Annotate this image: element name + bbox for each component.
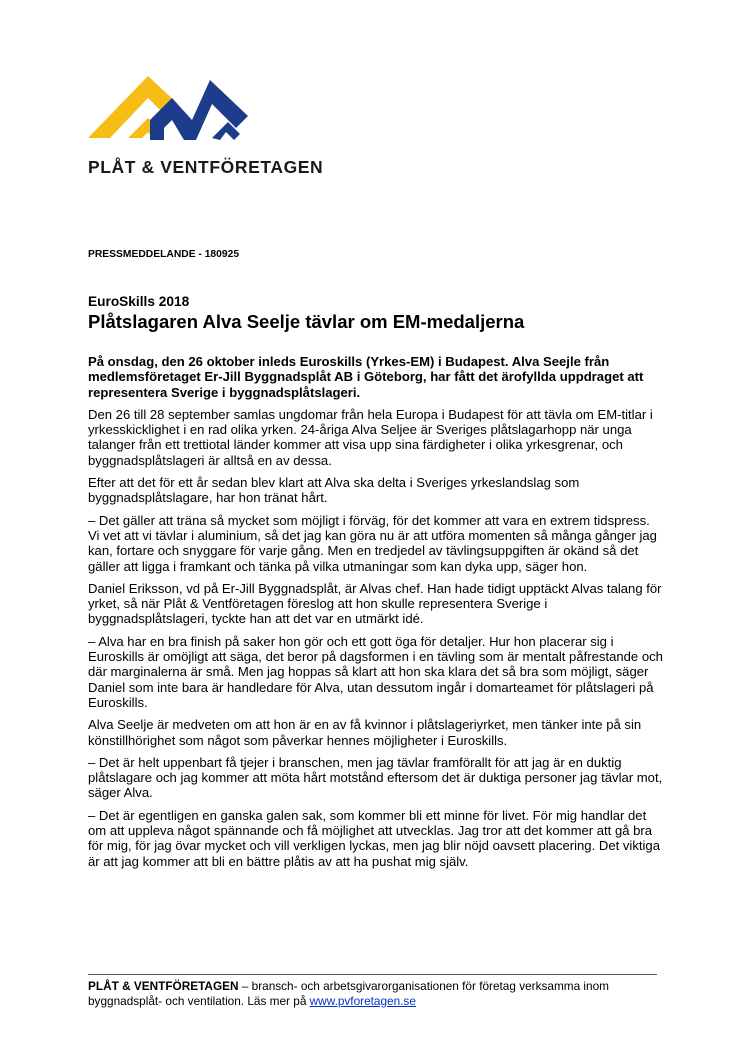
release-label: PRESSMEDDELANDE - 180925 — [88, 249, 240, 260]
lead-paragraph: På onsdag, den 26 oktober inleds Euroskills (Yrkes-EM) i Budapest. Alva Seejle från medlemsföretaget Er-Jill Byggnadsplåt AB i Göteborg, har fått det ärofyllda uppdraget att representera Sverige i byggnadsplåtslageri. — [88, 354, 644, 400]
paragraph: – Alva har en bra finish på saker hon gör och ett gott öga för detaljer. Hur hon placerar sig i Euroskills är omöjligt att säga, det beror på dagsformen i en tävling som är mentalt påfrestande och där marginalerna är små. Men jag hoppas så klart att hon ska klara det så bra som möjligt, säger Daniel som inte bara är handledare för Alva, utan dessutom ingår i domarteamet för plåtslageri på Euroskills. — [88, 633, 663, 710]
footer-description: – bransch- och arbetsgivarorganisationen för företag verksamma inom byggnadsplåt- och ventilation. Läs mer på — [88, 979, 610, 1008]
kicker: EuroSkills 2018 — [88, 294, 190, 309]
paragraph: Den 26 till 28 september samlas ungdomar från hela Europa i Budapest för att tävla om EM-titlar i yrkesskicklighet i en rad olika yrken. 24-åriga Alva Seljee är Sveriges plåtslagarhopp när unga talanger från ett trettiotal länder kommer att visa upp sina färdigheter i olika yrkesgrenar, och byggnadsplåtslageri är alltså en av dessa. — [88, 406, 653, 468]
footer-text — [88, 979, 657, 1008]
paragraph: – Det gäller att träna så mycket som möjligt i förväg, för det kommer att vara en extrem tidspress. Vi vet att vi tävlar i aluminium, så det jag kan göra nu är att utföra momenten så många gånger jag kan, fortare och snyggare för varje gång. Men en tredjedel av tävlingsuppgiften är okänd så det gäller att ligga i framkant och tänka på vilka utmaningar som kan dyka upp, säger hon. — [88, 512, 657, 574]
paragraph: – Det är egentligen en ganska galen sak, som kommer bli ett minne för livet. För mig handlar det om att uppleva något spännande och få möjlighet att utvecklas. Jag tror att det kommer att gå bra för mig, för jag övar mycket och vill verkligen lyckas, men jag blir nöjd oavsett placering. Det viktiga är att jag kommer att bli en bättre plåtis av att ha pushat mig själv. — [88, 807, 660, 869]
footer-brand: PLÅT & VENTFÖRETAGEN — [88, 979, 239, 993]
website-link[interactable]: www.pvforetagen.se — [309, 993, 416, 1008]
logo-wordmark: PLÅT & VENTFÖRETAGEN — [88, 157, 324, 177]
press-release-body — [88, 249, 663, 876]
paragraph: – Det är helt uppenbart få tjejer i branschen, men jag tävlar framförallt för att jag är en duktig plåtslagare och jag kommer att möta hårt motstånd eftersom det är duktiga personer jag tävlar mot, säger Alva. — [88, 754, 663, 801]
logo-mark-icon — [88, 68, 278, 153]
paragraph: Alva Seelje är medveten om att hon är en av få kvinnor i plåtslageriyrket, men tänker inte på sin könstillhörighet som något som påverkar hennes möjligheter i Euroskills. — [88, 717, 642, 748]
footer-divider — [88, 974, 657, 975]
headline: Plåtslagaren Alva Seelje tävlar om EM-medaljerna — [88, 311, 525, 332]
company-logo — [88, 68, 352, 180]
paragraph: Efter att det för ett år sedan blev klart att Alva ska delta i Sveriges yrkeslandslag som byggnadsplåtslagare, har hon tränat hårt. — [88, 475, 580, 506]
paragraph: Daniel Eriksson, vd på Er-Jill Byggnadsplåt, är Alvas chef. Han hade tidigt upptäckt Alvas talang för yrket, så när Plåt & Ventföretagen föreslog att hon skulle representera Sverige i byggnadsplåtslageri, tyckte han att det var en utmärkt idé. — [88, 580, 662, 627]
footer — [88, 974, 657, 1008]
